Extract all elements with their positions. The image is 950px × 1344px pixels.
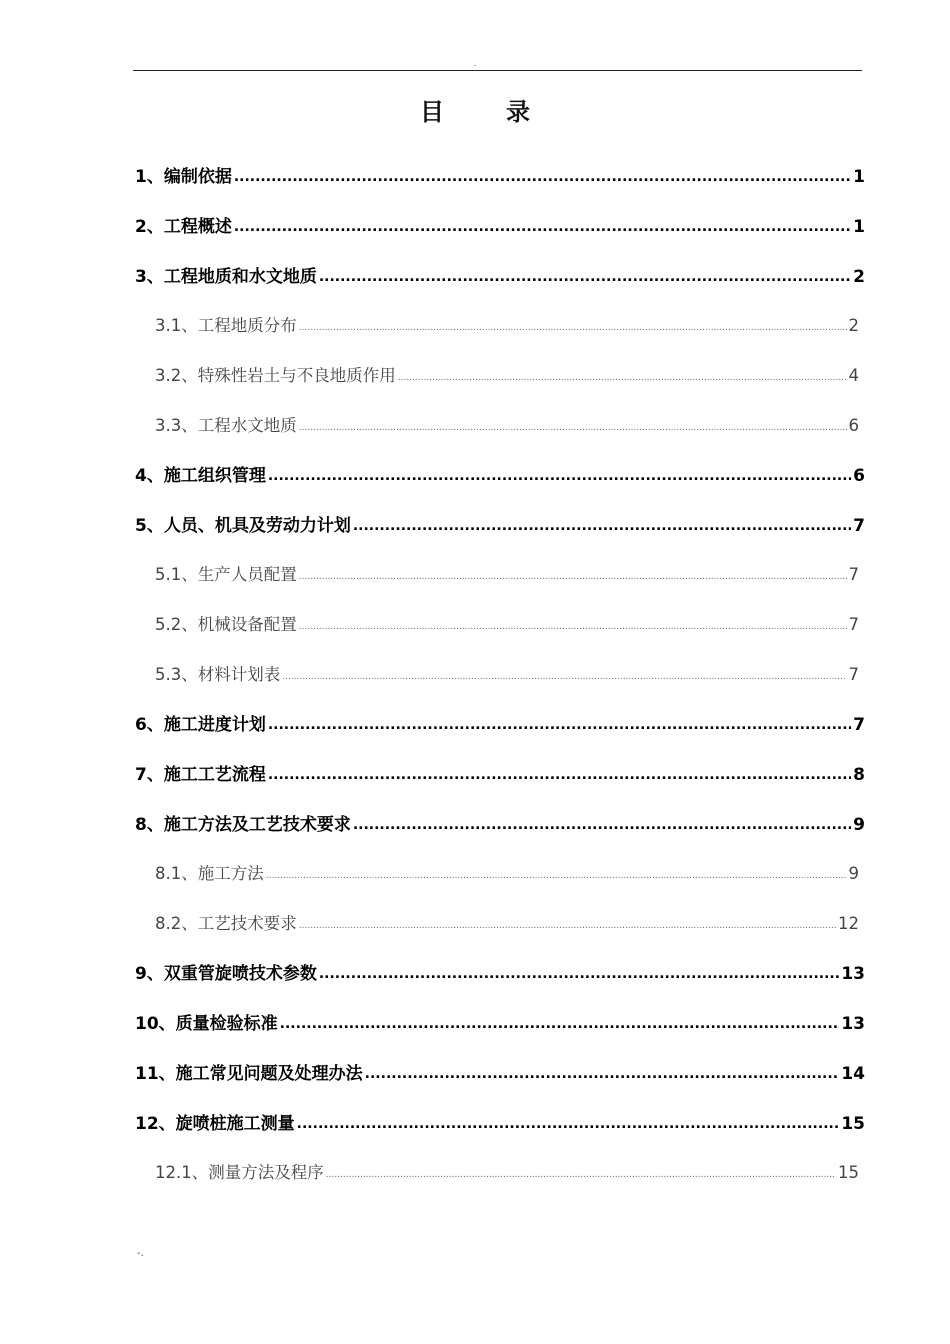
toc-entry-label: 5、人员、机具及劳动力计划 <box>135 515 351 536</box>
toc-row[interactable] <box>135 299 865 349</box>
toc-row[interactable] <box>135 200 865 250</box>
toc-leader-dots <box>299 622 847 632</box>
toc-entry-label: 3.2、特殊性岩土与不良地质作用 <box>155 366 396 386</box>
toc-page-number: 15 <box>838 1162 859 1182</box>
toc-leader-dots <box>266 871 847 881</box>
toc-entry-section[interactable] <box>135 362 865 386</box>
toc-entry-chapter[interactable] <box>135 959 865 984</box>
header-rule <box>133 70 862 71</box>
toc-leader-dots <box>234 219 851 235</box>
toc-entry-section[interactable] <box>135 1159 865 1183</box>
toc-row[interactable] <box>135 250 865 300</box>
toc-leader-dots <box>353 518 851 534</box>
toc-row[interactable] <box>135 897 865 947</box>
toc-entry-chapter[interactable] <box>135 810 865 835</box>
toc-row[interactable] <box>135 349 865 399</box>
page-title <box>0 92 950 127</box>
toc-entry-section[interactable] <box>135 860 865 884</box>
toc-leader-dots <box>299 572 847 582</box>
toc-page-number: 15 <box>841 1113 865 1134</box>
toc-entry-label: 12.1、测量方法及程序 <box>155 1162 324 1182</box>
toc-page-number: 9 <box>848 864 859 884</box>
toc-entry-label: 8.1、施工方法 <box>155 864 264 884</box>
toc-row[interactable] <box>135 698 865 748</box>
toc-row[interactable] <box>135 598 865 648</box>
toc-page-number: 13 <box>841 1013 865 1034</box>
toc-entry-label: 5.3、材料计划表 <box>155 664 281 684</box>
header-mark: . <box>473 59 477 68</box>
toc-leader-dots <box>299 921 836 931</box>
toc-row[interactable] <box>135 150 865 200</box>
toc-entry-section[interactable] <box>135 412 865 436</box>
toc-leader-dots <box>353 817 851 833</box>
toc-row[interactable] <box>135 399 865 449</box>
toc-row[interactable] <box>135 1146 865 1196</box>
toc-row[interactable] <box>135 748 865 798</box>
toc-entry-label: 3.3、工程水文地质 <box>155 415 297 435</box>
toc-entry-label: 2、工程概述 <box>135 217 232 238</box>
toc-row[interactable] <box>135 847 865 897</box>
toc-entry-section[interactable] <box>135 661 865 685</box>
toc-row[interactable] <box>135 797 865 847</box>
toc-page-number: 1 <box>853 217 865 238</box>
toc-leader-dots <box>319 966 839 982</box>
toc-entry-chapter[interactable] <box>135 760 865 785</box>
toc-entry-chapter[interactable] <box>135 461 865 486</box>
title-char-right: 录 <box>506 98 530 126</box>
toc-entry-label: 8.2、工艺技术要求 <box>155 913 297 933</box>
toc-page-number: 7 <box>853 515 865 536</box>
toc-entry-label: 3、工程地质和水文地质 <box>135 266 317 287</box>
toc-leader-dots <box>234 169 851 185</box>
toc-entry-label: 7、施工工艺流程 <box>135 764 266 785</box>
footer-mark: -. <box>137 1248 144 1259</box>
toc-entry-chapter[interactable] <box>135 710 865 735</box>
toc-leader-dots <box>398 373 847 383</box>
title-char-left: 目 <box>420 98 444 126</box>
toc-leader-dots <box>282 672 846 682</box>
toc-entry-chapter[interactable] <box>135 1059 865 1084</box>
toc-entry-label: 4、施工组织管理 <box>135 466 266 487</box>
toc-entry-chapter[interactable] <box>135 511 865 536</box>
toc-row[interactable] <box>135 449 865 499</box>
toc-row[interactable] <box>135 1096 865 1146</box>
toc-entry-label: 12、旋喷桩施工测量 <box>135 1113 295 1134</box>
toc-entry-label: 5.1、生产人员配置 <box>155 565 297 585</box>
toc-leader-dots <box>319 269 851 285</box>
toc-row[interactable] <box>135 499 865 549</box>
toc-row[interactable] <box>135 548 865 598</box>
toc-entry-label: 5.2、机械设备配置 <box>155 615 297 635</box>
toc-leader-dots <box>268 468 851 484</box>
toc-entry-label: 8、施工方法及工艺技术要求 <box>135 814 351 835</box>
toc-entry-section[interactable] <box>135 611 865 635</box>
toc-leader-dots <box>268 717 851 733</box>
toc-page-number: 6 <box>848 415 859 435</box>
toc-leader-dots <box>299 323 847 333</box>
toc-page-number: 7 <box>848 664 859 684</box>
toc-leader-dots <box>299 423 847 433</box>
toc-entry-label: 9、双重管旋喷技术参数 <box>135 964 317 985</box>
toc-leader-dots <box>268 767 851 783</box>
toc-row[interactable] <box>135 648 865 698</box>
toc-entry-chapter[interactable] <box>135 212 865 237</box>
toc-page-number: 9 <box>853 814 865 835</box>
toc-leader-dots <box>365 1066 840 1082</box>
toc-page-number: 7 <box>853 715 865 736</box>
toc-entry-label: 3.1、工程地质分布 <box>155 316 297 336</box>
toc-entry-chapter[interactable] <box>135 162 865 187</box>
toc-page-number: 6 <box>853 466 865 487</box>
toc-page-number: 2 <box>853 266 865 287</box>
toc-entry-section[interactable] <box>135 910 865 934</box>
toc-entry-section[interactable] <box>135 312 865 336</box>
toc-page-number: 13 <box>841 964 865 985</box>
toc-page-number: 7 <box>848 565 859 585</box>
toc-row[interactable] <box>135 1046 865 1096</box>
toc-entry-chapter[interactable] <box>135 262 865 287</box>
toc-page-number: 8 <box>853 764 865 785</box>
toc-leader-dots <box>297 1116 840 1132</box>
table-of-contents <box>135 150 865 1196</box>
toc-entry-label: 10、质量检验标准 <box>135 1013 278 1034</box>
toc-row[interactable] <box>135 997 865 1047</box>
toc-page-number: 12 <box>838 913 859 933</box>
toc-row[interactable] <box>135 947 865 997</box>
toc-page-number: 7 <box>848 615 859 635</box>
toc-entry-label: 1、编制依据 <box>135 167 232 188</box>
toc-page-number: 4 <box>848 366 859 386</box>
toc-page-number: 2 <box>848 316 859 336</box>
toc-entry-label: 6、施工进度计划 <box>135 715 266 736</box>
toc-leader-dots <box>280 1016 840 1032</box>
toc-leader-dots <box>326 1170 836 1180</box>
toc-entry-label: 11、施工常见问题及处理办法 <box>135 1063 363 1084</box>
toc-entry-chapter[interactable] <box>135 1009 865 1034</box>
toc-page-number: 1 <box>853 167 865 188</box>
toc-entry-section[interactable] <box>135 561 865 585</box>
toc-page-number: 14 <box>841 1063 865 1084</box>
toc-entry-chapter[interactable] <box>135 1109 865 1134</box>
